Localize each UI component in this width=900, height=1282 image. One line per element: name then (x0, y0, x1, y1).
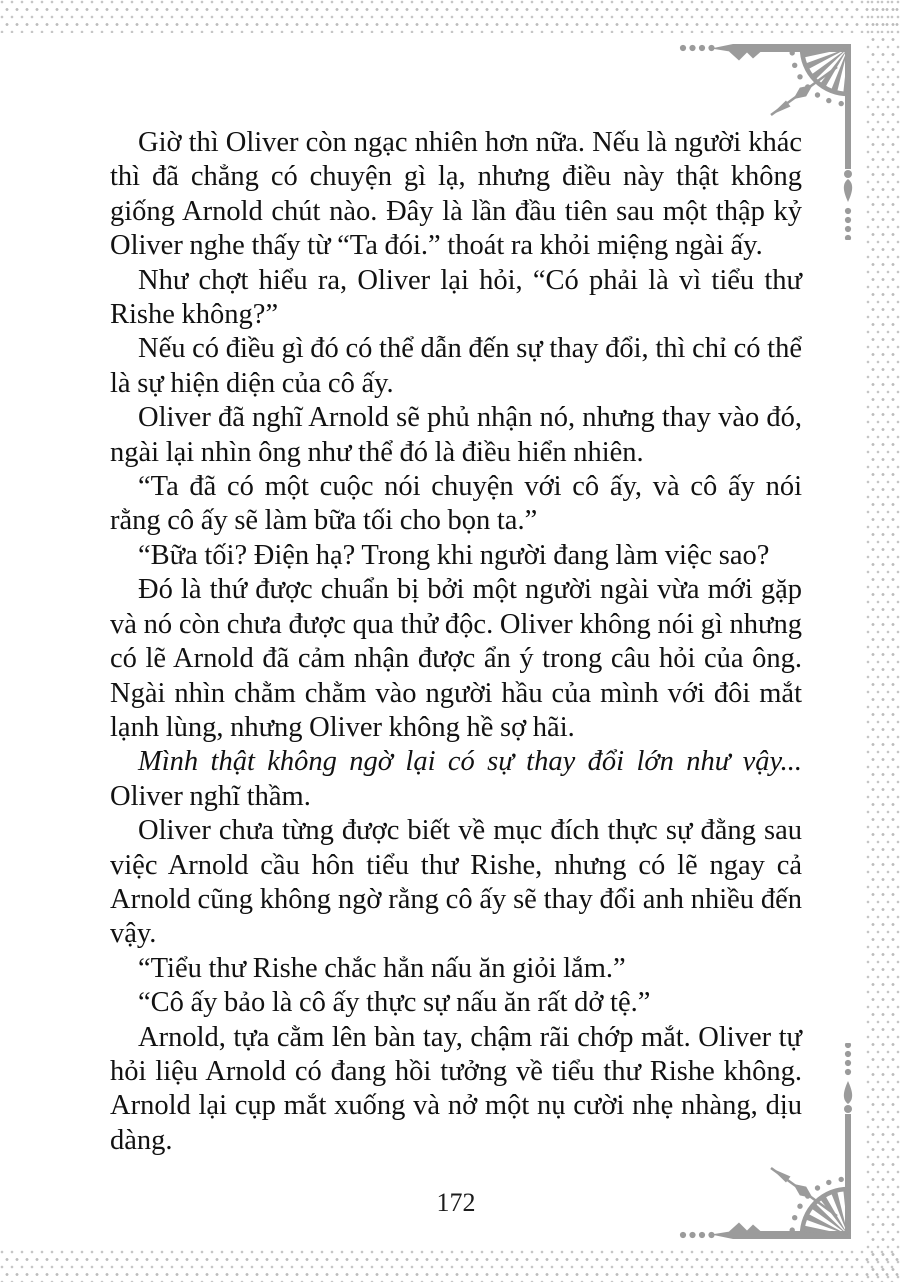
dotted-border-bottom (0, 1250, 900, 1282)
thought-italic-text: Mình thật không ngờ lại có sự thay đổi lớn như vậy... (138, 746, 802, 778)
text-segment: Oliver chưa từng được biết về mục đích thực sự đằng sau việc Arnold cầu hôn tiểu thư Rishe, nhưng có lẽ ngay cả Arnold cũng không ngờ rằng cô ấy sẽ thay đổi anh nhiều đến vậy. (110, 815, 802, 950)
paragraph (110, 264, 802, 333)
paragraph (110, 745, 802, 814)
dotted-border-right (866, 0, 900, 1282)
text-segment: Arnold, tựa cằm lên bàn tay, chậm rãi chớp mắt. Oliver tự hỏi liệu Arnold có đang hồi tưởng về tiểu thư Rishe không. Arnold lại cụp mắt xuống và nở một nụ cười nhẹ nhàng, dịu dàng. (110, 1021, 802, 1156)
text-segment: Oliver nghĩ thầm. (110, 780, 311, 812)
text-segment: Như chợt hiểu ra, Oliver lại hỏi, “Có phải là vì tiểu thư Rishe không?” (110, 264, 802, 331)
text-segment: “Cô ấy bảo là cô ấy thực sự nấu ăn rất dở tệ.” (138, 987, 651, 1019)
paragraph (110, 401, 802, 470)
dotted-border-top (0, 0, 900, 33)
text-segment: “Ta đã có một cuộc nói chuyện với cô ấy, và cô ấy nói rằng cô ấy sẽ làm bữa tối cho bọn ta.” (110, 471, 802, 537)
text-segment: Giờ thì Oliver còn ngạc nhiên hơn nữa. Nếu là người khác thì đã chẳng có chuyện gì lạ, nhưng điều này thật không giống Arnold chút nào. Đây là lần đầu tiên sau một thập kỷ Oliver nghe thấy từ “Ta đói.” thoát ra khỏi miệng ngài ấy. (110, 127, 802, 262)
text-segment: Nếu có điều gì đó có thể dẫn đến sự thay đổi, thì chỉ có thể là sự hiện diện của cô ấy. (110, 333, 802, 399)
text-segment: “Bữa tối? Điện hạ? Trong khi người đang làm việc sao? (138, 539, 770, 571)
paragraph (110, 126, 802, 264)
text-segment: Oliver đã nghĩ Arnold sẽ phủ nhận nó, nhưng thay vào đó, ngài lại nhìn ông như thể đó là điều hiển nhiên. (110, 402, 802, 468)
paragraph (110, 1021, 802, 1159)
paragraph (110, 952, 802, 986)
text-segment: Đó là thứ được chuẩn bị bởi một người ngài vừa mới gặp và nó còn chưa được qua thử độc. Oliver không nói gì nhưng có lẽ Arnold đã cảm nhận được ẩn ý trong câu hỏi của ông. Ngài nhìn chằm chằm vào người hầu của mình với đôi mắt lạnh lùng, nhưng Oliver không hề sợ hãi. (110, 574, 802, 743)
page-text-block (110, 126, 802, 1158)
paragraph (110, 986, 802, 1020)
paragraph (110, 470, 802, 539)
paragraph (110, 573, 802, 745)
paragraph (110, 539, 802, 573)
paragraph (110, 332, 802, 401)
page-number: 172 (436, 1188, 476, 1217)
paragraph (110, 814, 802, 952)
text-segment: “Tiểu thư Rishe chắc hẳn nấu ăn giỏi lắm.” (138, 952, 626, 984)
